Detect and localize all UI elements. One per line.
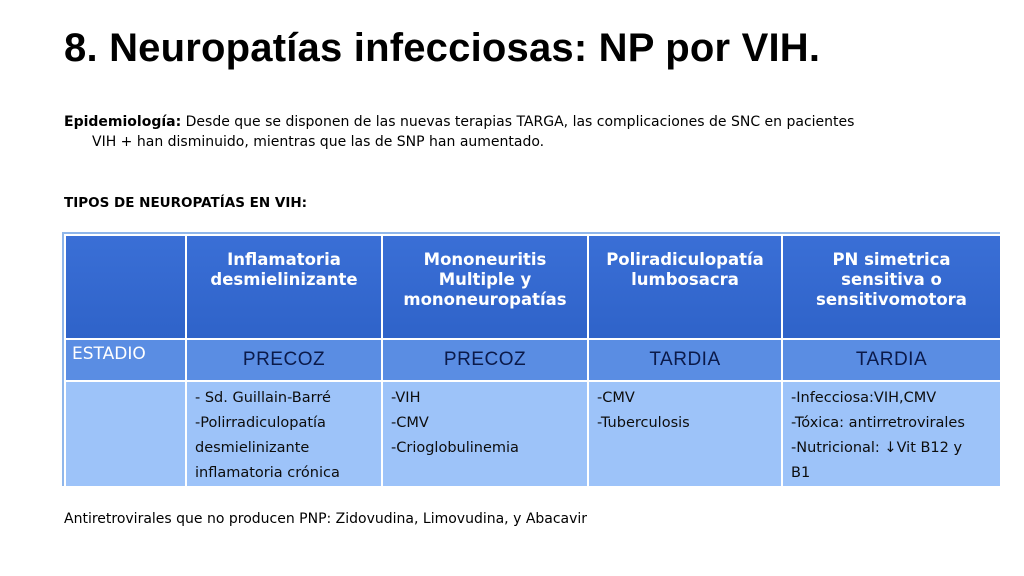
header-cell-mononeuritis: Mononeuritis Multiple y mononeuropatías bbox=[382, 235, 588, 339]
causes-cell: -CMV -Tuberculosis bbox=[588, 381, 782, 487]
stage-cell: PRECOZ bbox=[382, 339, 588, 381]
stage-row-label: ESTADIO bbox=[65, 339, 186, 381]
types-heading: TIPOS DE NEUROPATÍAS EN VIH: bbox=[64, 195, 308, 211]
epidemiology-paragraph bbox=[64, 112, 944, 152]
causes-row-label-cell bbox=[65, 381, 186, 487]
causes-cell: -VIH -CMV -Crioglobulinemia bbox=[382, 381, 588, 487]
stage-cell: TARDIA bbox=[588, 339, 782, 381]
header-cell-pn-simetrica: PN simetrica sensitiva o sensitivomotora bbox=[782, 235, 1001, 339]
neuropathy-types-table bbox=[62, 232, 1000, 486]
table-row bbox=[65, 381, 1001, 487]
causes-cell: -Infecciosa:VIH,CMV -Tóxica: antirretrovirales -Nutricional: ↓Vit B12 y B1 bbox=[782, 381, 1001, 487]
table-row bbox=[65, 339, 1001, 381]
header-cell-poliradiculopatia: Poliradiculopatía lumbosacra bbox=[588, 235, 782, 339]
stage-cell: PRECOZ bbox=[186, 339, 382, 381]
table-header-row bbox=[65, 235, 1001, 339]
causes-cell: - Sd. Guillain-Barré -Polirradiculopatía desmielinizante inflamatoria crónica bbox=[186, 381, 382, 487]
stage-cell: TARDIA bbox=[782, 339, 1001, 381]
epidemiology-text-line2: VIH + han disminuido, mientras que las de SNP han aumentado. bbox=[92, 134, 545, 150]
header-cell-inflamatoria: Inflamatoria desmielinizante bbox=[186, 235, 382, 339]
footer-note: Antiretrovirales que no producen PNP: Zidovudina, Limovudina, y Abacavir bbox=[64, 511, 588, 527]
slide-title: 8. Neuropatías infecciosas: NP por VIH. bbox=[64, 26, 821, 70]
epidemiology-text-line1: Desde que se disponen de las nuevas terapias TARGA, las complicaciones de SNC en pacientes bbox=[181, 114, 855, 130]
header-corner-cell bbox=[65, 235, 186, 339]
epidemiology-label: Epidemiología: bbox=[64, 114, 182, 130]
